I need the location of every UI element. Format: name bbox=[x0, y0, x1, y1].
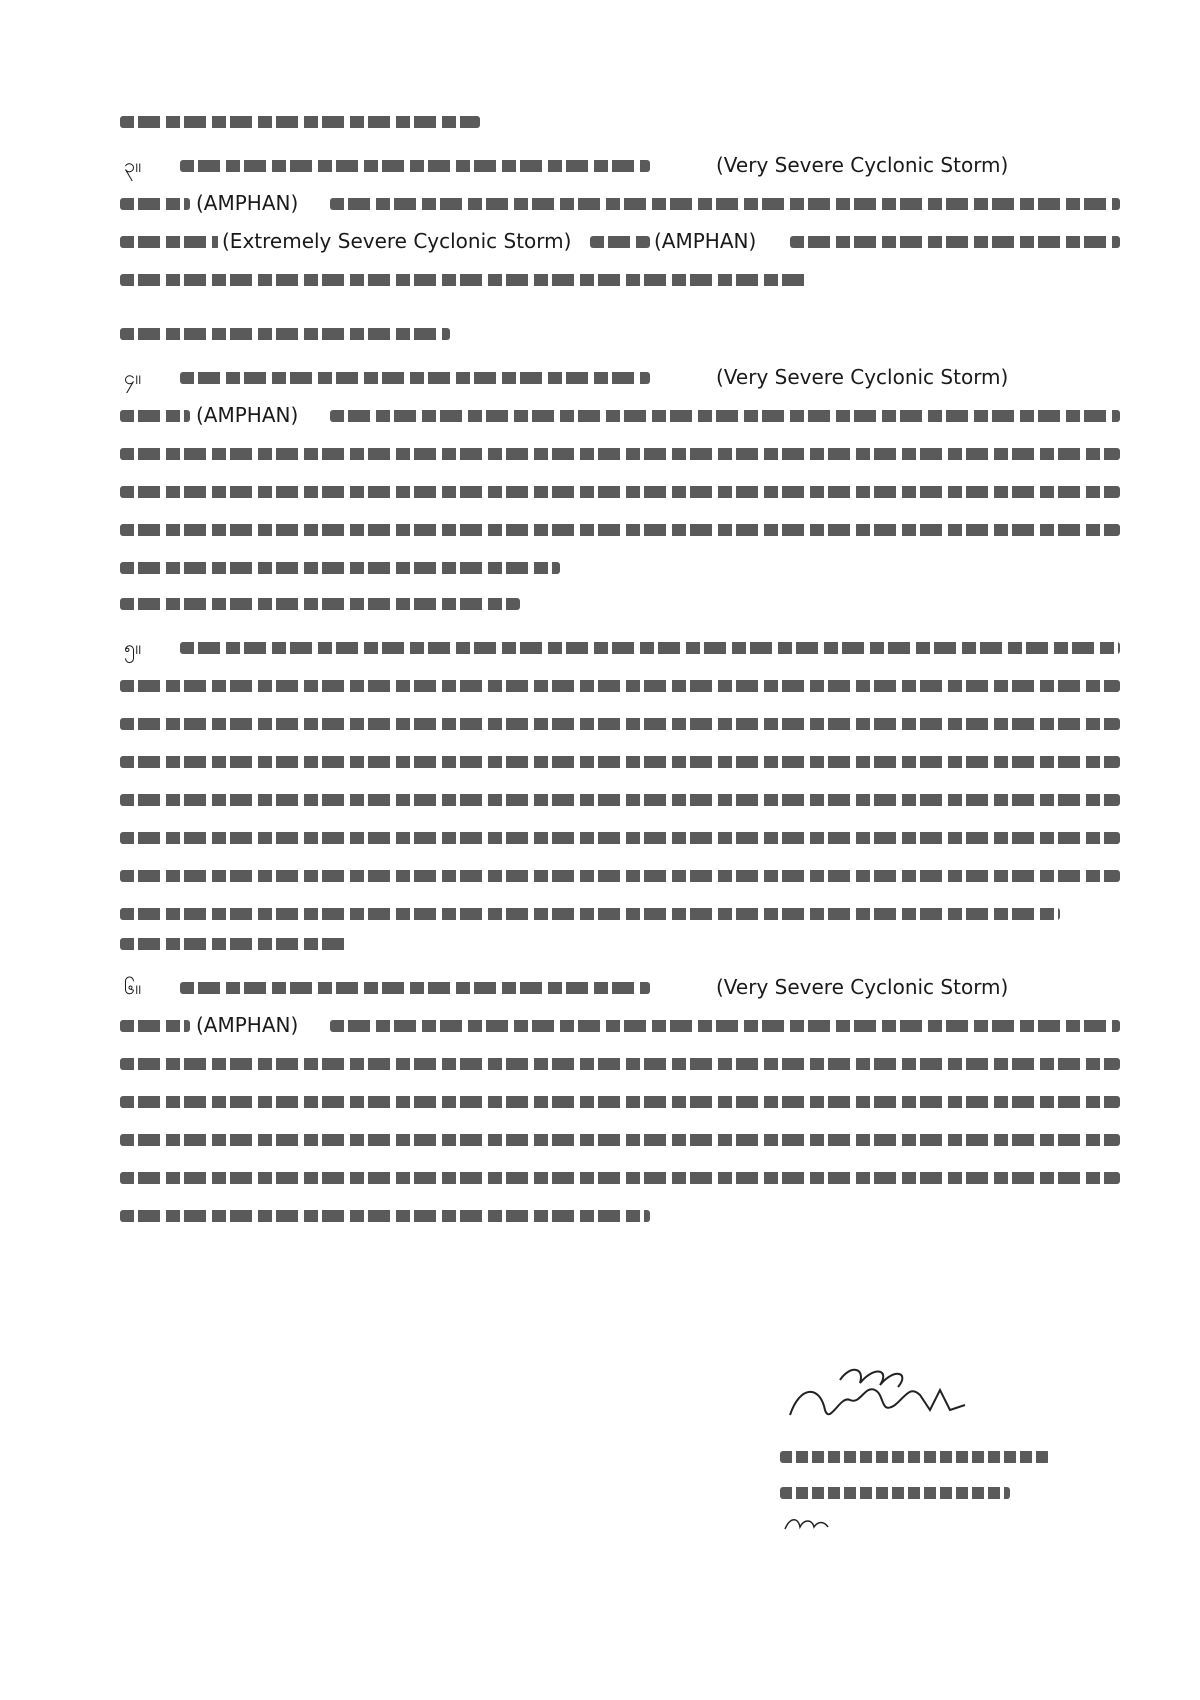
paragraph-line bbox=[120, 856, 1120, 894]
paragraph-number: ၄။ bbox=[120, 362, 145, 392]
paragraph-line bbox=[120, 628, 1120, 666]
paragraph-line bbox=[120, 184, 1120, 222]
paragraph-line bbox=[120, 434, 1120, 472]
section-heading bbox=[120, 320, 1120, 348]
paragraph-line bbox=[120, 358, 1120, 396]
paragraph-line bbox=[120, 260, 1120, 298]
paragraph-line bbox=[120, 146, 1120, 184]
signature-block bbox=[780, 1355, 1080, 1539]
latin-text: (Extremely Severe Cyclonic Storm) bbox=[218, 226, 575, 256]
paragraph-line bbox=[120, 1006, 1120, 1044]
paragraph-number: ၆။ bbox=[120, 972, 145, 1002]
latin-text: (AMPHAN) bbox=[650, 226, 760, 256]
latin-text: (Very Severe Cyclonic Storm) bbox=[712, 362, 1012, 392]
paragraph-line bbox=[120, 1120, 1120, 1158]
paragraph-line bbox=[120, 222, 1120, 260]
paragraph-line bbox=[120, 1044, 1120, 1082]
latin-text: (AMPHAN) bbox=[192, 400, 302, 430]
paragraph-line bbox=[120, 742, 1120, 780]
latin-text: (Very Severe Cyclonic Storm) bbox=[712, 972, 1012, 1002]
paragraph-line bbox=[120, 396, 1120, 434]
section-rainfall bbox=[120, 320, 1120, 586]
section-heading bbox=[120, 108, 1120, 136]
paragraph-line bbox=[120, 1158, 1120, 1196]
signatory-name bbox=[780, 1439, 1080, 1475]
paragraph-line bbox=[120, 1196, 1120, 1234]
section-bay-sea-state bbox=[120, 590, 1120, 932]
paragraph-line bbox=[120, 894, 1120, 932]
latin-text: (AMPHAN) bbox=[192, 1010, 302, 1040]
paragraph-line bbox=[120, 548, 1120, 586]
paragraph-line bbox=[120, 780, 1120, 818]
paragraph-line bbox=[120, 1082, 1120, 1120]
section-advisory bbox=[120, 930, 1120, 1234]
section-heading bbox=[120, 930, 1120, 958]
signatory-title bbox=[780, 1475, 1080, 1511]
section-forecast-24h bbox=[120, 108, 1120, 298]
paragraph-line bbox=[120, 510, 1120, 548]
latin-text: (Very Severe Cyclonic Storm) bbox=[712, 150, 1012, 180]
handwritten-signature bbox=[780, 1355, 980, 1435]
paragraph-line bbox=[120, 968, 1120, 1006]
paragraph-number: ၅။ bbox=[120, 632, 145, 662]
paragraph-line bbox=[120, 666, 1120, 704]
paragraph-line bbox=[120, 704, 1120, 742]
paragraph-line bbox=[120, 818, 1120, 856]
paragraph-line bbox=[120, 472, 1120, 510]
paragraph-number: ၃။ bbox=[120, 150, 145, 180]
section-heading bbox=[120, 590, 1120, 618]
latin-text: (AMPHAN) bbox=[192, 188, 302, 218]
handwritten-initials bbox=[780, 1511, 840, 1535]
